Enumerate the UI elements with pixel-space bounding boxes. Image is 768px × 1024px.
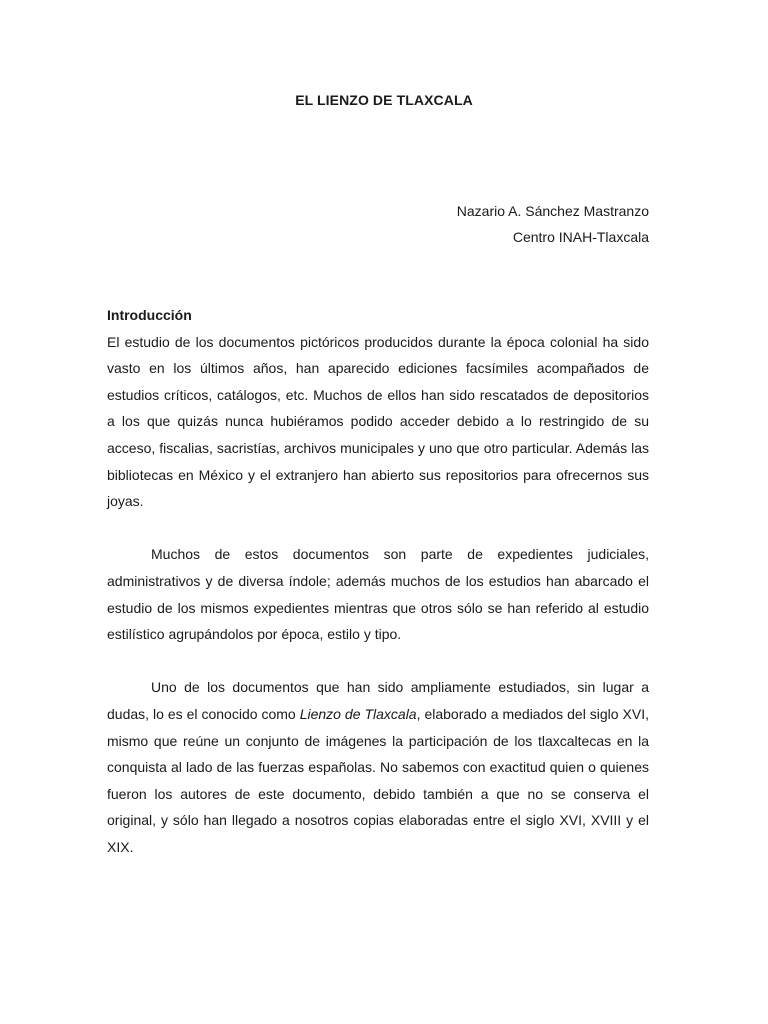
section-heading: Introducción	[107, 307, 192, 323]
paragraph-spacer	[107, 515, 649, 542]
paragraph-2: Muchos de estos documentos son parte de expedientes judiciales, administrativos y de diversa índole; además muchos de los estudios han abarcado el estudio de los mismos expedientes mientras que otros sólo se han referido al estudio estilístico agrupándolos por época, estilo y tipo.	[107, 546, 649, 643]
paragraph-3-text-start: Uno de los documentos que han sido ampliamente estudiados, sin lugar a dudas, lo es el conocido como	[107, 679, 649, 722]
lienzo-title-italic: Lienzo de Tlaxcala	[299, 705, 417, 722]
author-name: Nazario A. Sánchez Mastranzo	[456, 203, 649, 219]
author-affiliation: Centro INAH-Tlaxcala	[512, 229, 649, 245]
document-title: EL LIENZO DE TLAXCALA	[295, 92, 473, 108]
paragraph-1: El estudio de los documentos pictóricos producidos durante la época colonial ha sido vasto en los últimos años, han aparecido ediciones facsímiles acompañados de estudios críticos, catálogos, etc. Muchos de ellos han sido rescatados de depositorios a los que quizás nunca hubiéramos podido acceder debido a lo restringido de su acceso, fiscalias, sacristías, archivos municipales y uno que otro particular. Además las bibliotecas en México y el extranjero han abierto sus repositorios para ofrecernos sus joyas.	[107, 333, 649, 510]
paragraph-3-text-end: , elaborado a mediados del siglo XVI, mismo que reúne un conjunto de imágenes la participación de los tlaxcaltecas en la conquista al lado de las fuerzas españolas. No sabemos con exactitud quien o quienes fueron los autores de este documento, debido también a que no se conserva el original, y sólo han llegado a nosotros copias elaboradas entre el siglo XVI, XVIII y el XIX.	[107, 705, 649, 855]
author-block	[457, 198, 649, 250]
body-text	[107, 302, 649, 860]
paragraph-spacer	[107, 648, 649, 675]
paragraph-3	[107, 674, 649, 860]
